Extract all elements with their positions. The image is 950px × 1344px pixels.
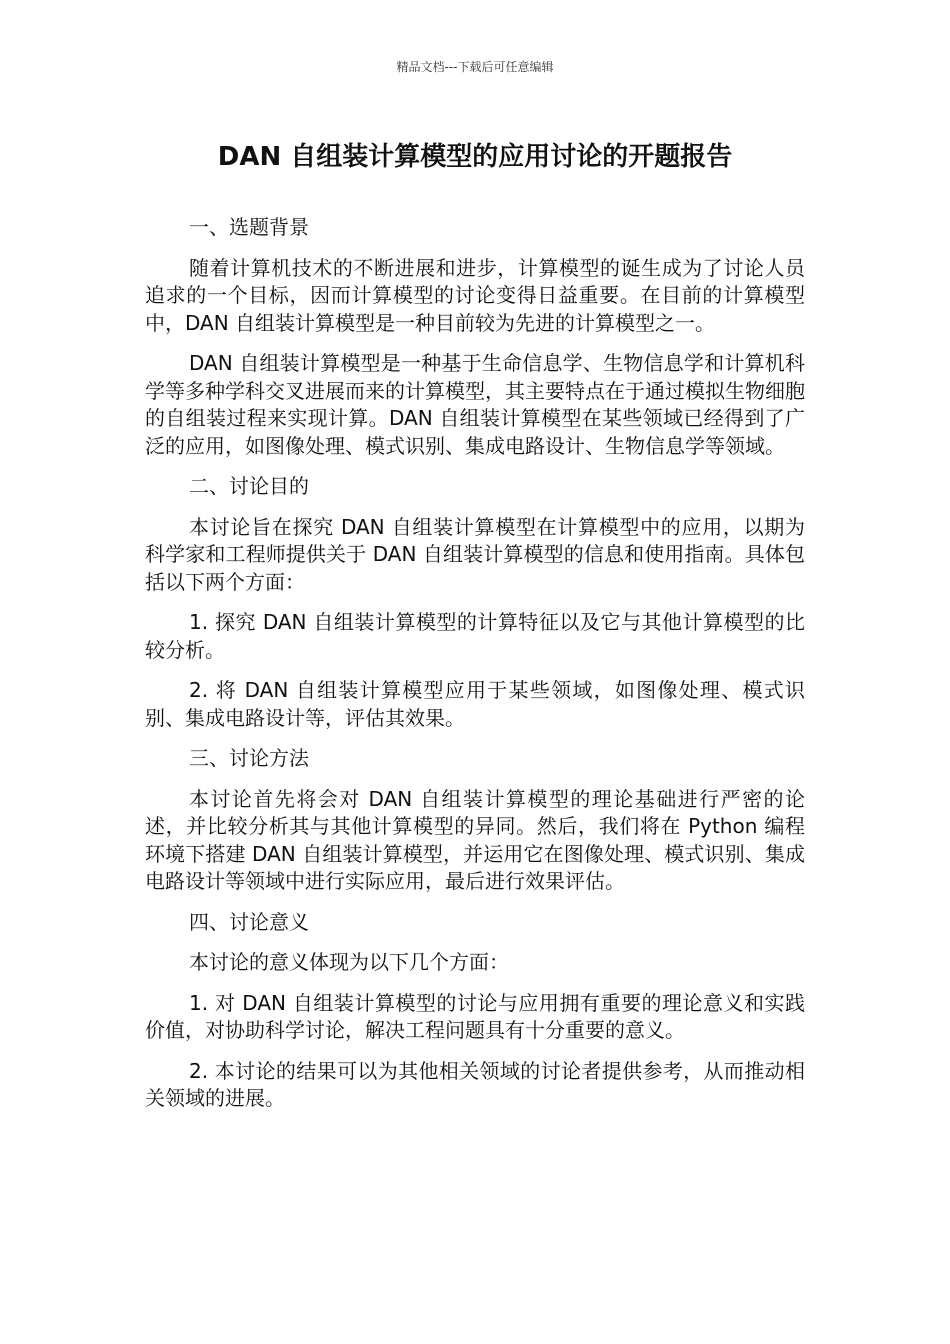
list-item: 1. 探究 DAN 自组装计算模型的计算特征以及它与其他计算模型的比较分析。 — [145, 610, 805, 662]
document-title: DAN 自组装计算模型的应用讨论的开题报告 — [217, 142, 733, 172]
section-heading-significance: 四、讨论意义 — [189, 909, 309, 934]
list-item: 2. 本讨论的结果可以为其他相关领域的讨论者提供参考，从而推动相关领域的进展。 — [145, 1058, 805, 1110]
list-item: 2. 将 DAN 自组装计算模型应用于某些领域，如图像处理、模式识别、集成电路设计等，评估其效果。 — [145, 678, 805, 730]
paragraph: DAN 自组装计算模型是一种基于生命信息学、生物信息学和计算机科学等多种学科交叉进展而来的计算模型，其主要特点在于通过模拟生物细胞的自组装过程来实现计算。DAN 自组装计算模型在某些领域已经得到了广泛的应用，如图像处理、模式识别、集成电路设计、生物信息学等领域。 — [145, 351, 805, 458]
paragraph: 本讨论首先将会对 DAN 自组装计算模型的理论基础进行严密的论述，并比较分析其与其他计算模型的异同。然后，我们将在 Python 编程环境下搭建 DAN 自组装计算模型，并运用它在图像处理、模式识别、集成电路设计等领域中进行实际应用，最后进行效果评估。 — [145, 786, 805, 893]
paragraph: 随着计算机技术的不断进展和进步，计算模型的诞生成为了讨论人员追求的一个目标，因而计算模型的讨论变得日益重要。在目前的计算模型中，DAN 自组装计算模型是一种目前较为先进的计算模型之一。 — [145, 255, 805, 335]
header-note: 精品文档---下载后可任意编辑 — [396, 60, 554, 74]
section-heading-method: 三、讨论方法 — [189, 746, 309, 770]
section-heading-purpose: 二、讨论目的 — [189, 474, 309, 498]
section-heading-background: 一、选题背景 — [189, 215, 309, 239]
document-body — [145, 214, 805, 1126]
paragraph: 本讨论旨在探究 DAN 自组装计算模型在计算模型中的应用，以期为科学家和工程师提供关于 DAN 自组装计算模型的信息和使用指南。具体包括以下两个方面： — [145, 514, 805, 594]
list-item: 1. 对 DAN 自组装计算模型的讨论与应用拥有重要的理论意义和实践价值，对协助科学讨论，解决工程问题具有十分重要的意义。 — [145, 990, 805, 1042]
paragraph: 本讨论的意义体现为以下几个方面： — [189, 950, 509, 974]
